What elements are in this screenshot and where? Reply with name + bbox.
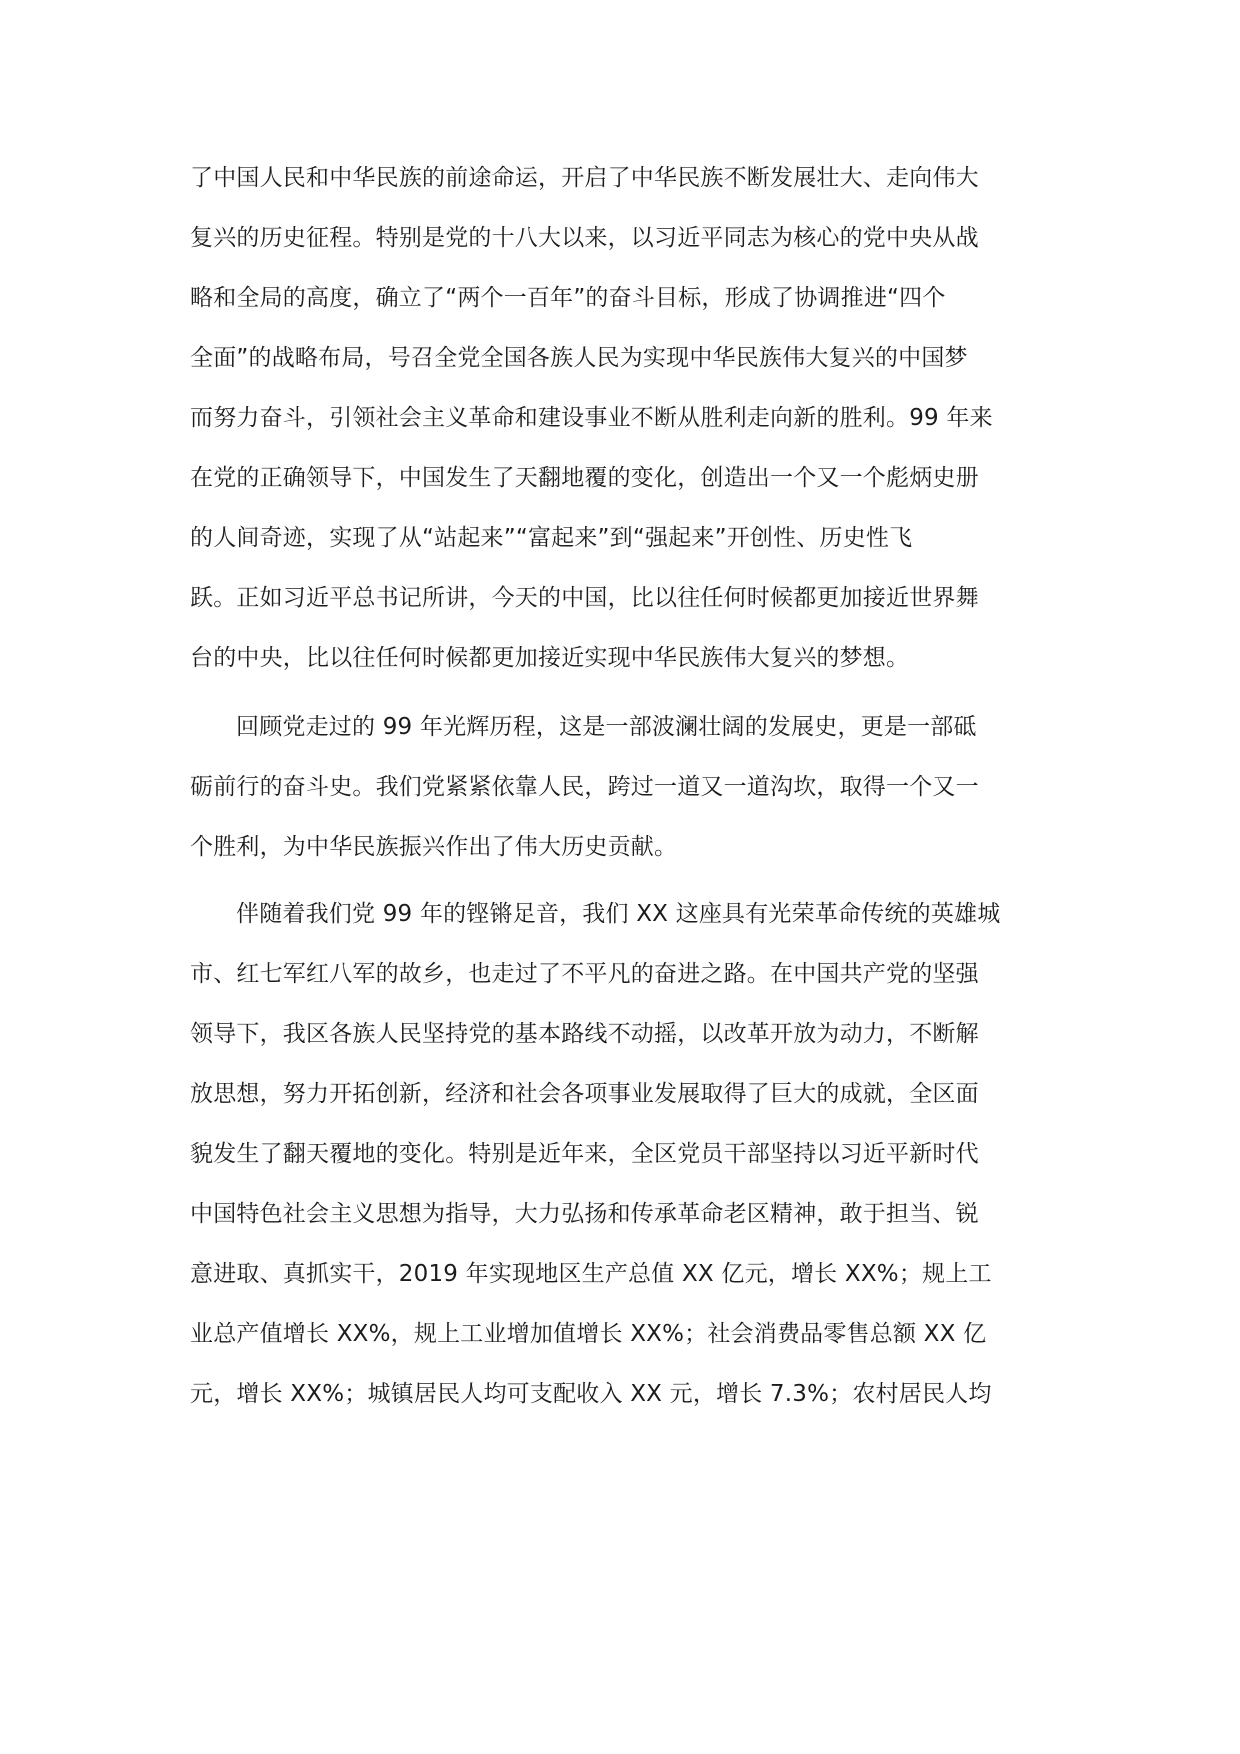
paragraph-1-line-8: 跃。正如习近平总书记所讲，今天的中国，比以往任何时候都更加接近世界舞 [190, 585, 979, 611]
paragraph-3-line-6: 中国特色社会主义思想为指导，大力弘扬和传承革命老区精神，敢于担当、锐 [190, 1201, 979, 1227]
paragraph-1-line-3: 略和全局的高度，确立了“两个一百年”的奋斗目标，形成了协调推进“四个 [190, 285, 946, 311]
paragraph-1-line-5: 而努力奋斗，引领社会主义革命和建设事业不断从胜利走向新的胜利。99 年来 [190, 405, 993, 431]
paragraph-1-line-9: 台的中央，比以往任何时候都更加接近实现中华民族伟大复兴的梦想。 [190, 645, 910, 671]
paragraph-3-line-4: 放思想，努力开拓创新，经济和社会各项事业发展取得了巨大的成就，全区面 [190, 1081, 979, 1107]
paragraph-3-line-8: 业总产值增长 XX%，规上工业增加值增长 XX%；社会消费品零售总额 XX 亿 [190, 1321, 987, 1347]
paragraph-3-line-5: 貌发生了翻天覆地的变化。特别是近年来，全区党员干部坚持以习近平新时代 [190, 1141, 979, 1167]
paragraph-1-line-1: 了中国人民和中华民族的前途命运，开启了中华民族不断发展壮大、走向伟大 [190, 165, 979, 191]
paragraph-2-line-3: 个胜利，为中华民族振兴作出了伟大历史贡献。 [190, 834, 678, 860]
paragraph-3-line-7: 意进取、真抓实干，2019 年实现地区生产总值 XX 亿元，增长 XX%；规上工 [190, 1261, 992, 1287]
paragraph-1-line-2: 复兴的历史征程。特别是党的十八大以来，以习近平同志为核心的党中央从战 [190, 225, 979, 251]
paragraph-1-line-7: 的人间奇迹，实现了从“站起来”“富起来”到“强起来”开创性、历史性飞 [190, 525, 913, 551]
paragraph-1-line-4: 全面”的战略布局，号召全党全国各族人民为实现中华民族伟大复兴的中国梦 [190, 345, 968, 371]
paragraph-2-line-2: 砺前行的奋斗史。我们党紧紧依靠人民，跨过一道又一道沟坎，取得一个又一 [190, 774, 979, 800]
paragraph-3-line-9: 元，增长 XX%；城镇居民人均可支配收入 XX 元，增长 7.3%；农村居民人均 [190, 1381, 992, 1407]
paragraph-1-line-6: 在党的正确领导下，中国发生了天翻地覆的变化，创造出一个又一个彪炳史册 [190, 465, 979, 491]
paragraph-3-line-3: 领导下，我区各族人民坚持党的基本路线不动摇，以改革开放为动力，不断解 [190, 1021, 979, 1047]
paragraph-3-line-1: 伴随着我们党 99 年的铿锵足音，我们 XX 这座具有光荣革命传统的英雄城 [236, 901, 1001, 927]
paragraph-2-line-1: 回顾党走过的 99 年光辉历程，这是一部波澜壮阔的发展史，更是一部砥 [236, 714, 977, 740]
paragraph-3-line-2: 市、红七军红八军的故乡，也走过了不平凡的奋进之路。在中国共产党的坚强 [190, 961, 979, 987]
